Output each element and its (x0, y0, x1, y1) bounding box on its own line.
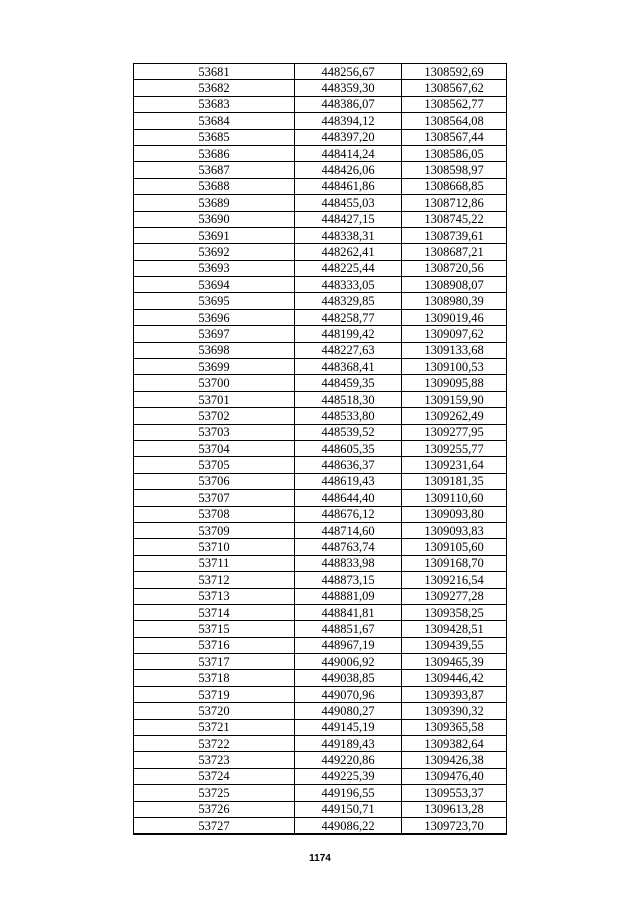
table-row (134, 375, 507, 391)
table-row (134, 64, 507, 80)
y-coordinate-cell: 1308562,77 (402, 96, 507, 112)
x-coordinate-cell: 448227,63 (295, 342, 402, 358)
x-coordinate-cell: 449196,55 (295, 785, 402, 801)
table-row (134, 424, 507, 440)
y-coordinate-cell: 1309358,25 (402, 604, 507, 620)
y-coordinate-cell: 1309093,80 (402, 506, 507, 522)
point-number-cell: 53704 (134, 440, 295, 456)
y-coordinate-cell: 1308745,22 (402, 211, 507, 227)
point-number-cell: 53686 (134, 145, 295, 161)
table-row (134, 162, 507, 178)
point-number-cell: 53690 (134, 211, 295, 227)
table-row (134, 473, 507, 489)
coordinate-table-body (134, 64, 507, 835)
x-coordinate-cell: 448359,30 (295, 80, 402, 96)
y-coordinate-cell: 1309097,62 (402, 326, 507, 342)
table-row (134, 96, 507, 112)
table-row (134, 440, 507, 456)
point-number-cell: 53705 (134, 457, 295, 473)
point-number-cell: 53707 (134, 490, 295, 506)
point-number-cell: 53700 (134, 375, 295, 391)
x-coordinate-cell: 449145,19 (295, 719, 402, 735)
x-coordinate-cell: 448833,98 (295, 555, 402, 571)
table-row (134, 768, 507, 784)
table-row (134, 80, 507, 96)
x-coordinate-cell: 448333,05 (295, 277, 402, 293)
table-row (134, 555, 507, 571)
y-coordinate-cell: 1309439,55 (402, 637, 507, 653)
table-row (134, 637, 507, 653)
table-row (134, 145, 507, 161)
x-coordinate-cell: 448262,41 (295, 244, 402, 260)
point-number-cell: 53697 (134, 326, 295, 342)
point-number-cell: 53698 (134, 342, 295, 358)
point-number-cell: 53695 (134, 293, 295, 309)
table-row (134, 785, 507, 801)
point-number-cell: 53721 (134, 719, 295, 735)
point-number-cell: 53725 (134, 785, 295, 801)
table-row (134, 703, 507, 719)
point-number-cell: 53727 (134, 817, 295, 834)
coordinate-table (133, 63, 507, 835)
point-number-cell: 53696 (134, 309, 295, 325)
table-row (134, 506, 507, 522)
y-coordinate-cell: 1308687,21 (402, 244, 507, 260)
x-coordinate-cell: 448873,15 (295, 572, 402, 588)
y-coordinate-cell: 1308598,97 (402, 162, 507, 178)
point-number-cell: 53713 (134, 588, 295, 604)
x-coordinate-cell: 449189,43 (295, 736, 402, 752)
x-coordinate-cell: 448967,19 (295, 637, 402, 653)
table-row (134, 522, 507, 538)
point-number-cell: 53719 (134, 686, 295, 702)
point-number-cell: 53722 (134, 736, 295, 752)
x-coordinate-cell: 449086,22 (295, 817, 402, 834)
y-coordinate-cell: 1309105,60 (402, 539, 507, 555)
point-number-cell: 53716 (134, 637, 295, 653)
table-row (134, 654, 507, 670)
point-number-cell: 53723 (134, 752, 295, 768)
point-number-cell: 53714 (134, 604, 295, 620)
x-coordinate-cell: 448881,09 (295, 588, 402, 604)
x-coordinate-cell: 448414,24 (295, 145, 402, 161)
x-coordinate-cell: 449225,39 (295, 768, 402, 784)
y-coordinate-cell: 1309133,68 (402, 342, 507, 358)
table-row (134, 309, 507, 325)
x-coordinate-cell: 448619,43 (295, 473, 402, 489)
y-coordinate-cell: 1309019,46 (402, 309, 507, 325)
table-row (134, 178, 507, 194)
point-number-cell: 53720 (134, 703, 295, 719)
point-number-cell: 53703 (134, 424, 295, 440)
point-number-cell: 53701 (134, 391, 295, 407)
y-coordinate-cell: 1309390,32 (402, 703, 507, 719)
x-coordinate-cell: 448427,15 (295, 211, 402, 227)
point-number-cell: 53726 (134, 801, 295, 817)
point-number-cell: 53683 (134, 96, 295, 112)
y-coordinate-cell: 1308586,05 (402, 145, 507, 161)
x-coordinate-cell: 448338,31 (295, 227, 402, 243)
x-coordinate-cell: 448256,67 (295, 64, 402, 80)
y-coordinate-cell: 1308720,56 (402, 260, 507, 276)
x-coordinate-cell: 448676,12 (295, 506, 402, 522)
table-row (134, 359, 507, 375)
table-row (134, 686, 507, 702)
x-coordinate-cell: 448225,44 (295, 260, 402, 276)
table-row (134, 408, 507, 424)
point-number-cell: 53702 (134, 408, 295, 424)
table-row (134, 391, 507, 407)
table-row (134, 801, 507, 817)
table-row (134, 817, 507, 834)
table-row (134, 293, 507, 309)
y-coordinate-cell: 1308712,86 (402, 195, 507, 211)
point-number-cell: 53684 (134, 113, 295, 129)
y-coordinate-cell: 1309168,70 (402, 555, 507, 571)
x-coordinate-cell: 448644,40 (295, 490, 402, 506)
y-coordinate-cell: 1308908,07 (402, 277, 507, 293)
y-coordinate-cell: 1308668,85 (402, 178, 507, 194)
x-coordinate-cell: 448394,12 (295, 113, 402, 129)
y-coordinate-cell: 1309216,54 (402, 572, 507, 588)
table-row (134, 129, 507, 145)
y-coordinate-cell: 1308564,08 (402, 113, 507, 129)
y-coordinate-cell: 1309426,38 (402, 752, 507, 768)
x-coordinate-cell: 448386,07 (295, 96, 402, 112)
table-row (134, 326, 507, 342)
point-number-cell: 53724 (134, 768, 295, 784)
y-coordinate-cell: 1308567,44 (402, 129, 507, 145)
table-row (134, 752, 507, 768)
x-coordinate-cell: 448397,20 (295, 129, 402, 145)
point-number-cell: 53682 (134, 80, 295, 96)
y-coordinate-cell: 1309262,49 (402, 408, 507, 424)
point-number-cell: 53691 (134, 227, 295, 243)
y-coordinate-cell: 1309159,90 (402, 391, 507, 407)
table-row (134, 244, 507, 260)
y-coordinate-cell: 1309476,40 (402, 768, 507, 784)
y-coordinate-cell: 1309255,77 (402, 440, 507, 456)
point-number-cell: 53688 (134, 178, 295, 194)
x-coordinate-cell: 448258,77 (295, 309, 402, 325)
x-coordinate-cell: 448329,85 (295, 293, 402, 309)
x-coordinate-cell: 449080,27 (295, 703, 402, 719)
x-coordinate-cell: 448533,80 (295, 408, 402, 424)
x-coordinate-cell: 448199,42 (295, 326, 402, 342)
point-number-cell: 53699 (134, 359, 295, 375)
x-coordinate-cell: 449220,86 (295, 752, 402, 768)
table-row (134, 490, 507, 506)
point-number-cell: 53710 (134, 539, 295, 555)
table-row (134, 342, 507, 358)
x-coordinate-cell: 448368,41 (295, 359, 402, 375)
y-coordinate-cell: 1309393,87 (402, 686, 507, 702)
x-coordinate-cell: 448763,74 (295, 539, 402, 555)
x-coordinate-cell: 448605,35 (295, 440, 402, 456)
x-coordinate-cell: 449070,96 (295, 686, 402, 702)
point-number-cell: 53681 (134, 64, 295, 80)
table-row (134, 211, 507, 227)
x-coordinate-cell: 448851,67 (295, 621, 402, 637)
x-coordinate-cell: 448461,86 (295, 178, 402, 194)
table-row (134, 277, 507, 293)
table-row (134, 572, 507, 588)
table-row (134, 227, 507, 243)
y-coordinate-cell: 1309277,95 (402, 424, 507, 440)
point-number-cell: 53694 (134, 277, 295, 293)
y-coordinate-cell: 1309723,70 (402, 817, 507, 834)
y-coordinate-cell: 1309100,53 (402, 359, 507, 375)
x-coordinate-cell: 448426,06 (295, 162, 402, 178)
y-coordinate-cell: 1309365,58 (402, 719, 507, 735)
y-coordinate-cell: 1309465,39 (402, 654, 507, 670)
table-row (134, 457, 507, 473)
point-number-cell: 53685 (134, 129, 295, 145)
y-coordinate-cell: 1309110,60 (402, 490, 507, 506)
x-coordinate-cell: 448636,37 (295, 457, 402, 473)
y-coordinate-cell: 1309446,42 (402, 670, 507, 686)
point-number-cell: 53718 (134, 670, 295, 686)
table-row (134, 719, 507, 735)
x-coordinate-cell: 449006,92 (295, 654, 402, 670)
x-coordinate-cell: 448459,35 (295, 375, 402, 391)
point-number-cell: 53689 (134, 195, 295, 211)
x-coordinate-cell: 448518,30 (295, 391, 402, 407)
x-coordinate-cell: 448714,60 (295, 522, 402, 538)
table-row (134, 604, 507, 620)
point-number-cell: 53692 (134, 244, 295, 260)
page-number: 1174 (309, 853, 331, 864)
y-coordinate-cell: 1309553,37 (402, 785, 507, 801)
table-row (134, 588, 507, 604)
x-coordinate-cell: 448455,03 (295, 195, 402, 211)
point-number-cell: 53693 (134, 260, 295, 276)
y-coordinate-cell: 1308739,61 (402, 227, 507, 243)
y-coordinate-cell: 1309093,83 (402, 522, 507, 538)
point-number-cell: 53711 (134, 555, 295, 571)
point-number-cell: 53712 (134, 572, 295, 588)
y-coordinate-cell: 1309095,88 (402, 375, 507, 391)
point-number-cell: 53706 (134, 473, 295, 489)
y-coordinate-cell: 1309231,64 (402, 457, 507, 473)
table-row (134, 670, 507, 686)
table-row (134, 736, 507, 752)
y-coordinate-cell: 1308980,39 (402, 293, 507, 309)
y-coordinate-cell: 1309613,28 (402, 801, 507, 817)
table-row (134, 621, 507, 637)
table-row (134, 195, 507, 211)
y-coordinate-cell: 1309428,51 (402, 621, 507, 637)
y-coordinate-cell: 1308592,69 (402, 64, 507, 80)
table-row (134, 113, 507, 129)
table-row (134, 539, 507, 555)
y-coordinate-cell: 1309277,28 (402, 588, 507, 604)
x-coordinate-cell: 448539,52 (295, 424, 402, 440)
point-number-cell: 53709 (134, 522, 295, 538)
y-coordinate-cell: 1309181,35 (402, 473, 507, 489)
x-coordinate-cell: 449150,71 (295, 801, 402, 817)
point-number-cell: 53715 (134, 621, 295, 637)
point-number-cell: 53717 (134, 654, 295, 670)
point-number-cell: 53687 (134, 162, 295, 178)
y-coordinate-cell: 1308567,62 (402, 80, 507, 96)
y-coordinate-cell: 1309382,64 (402, 736, 507, 752)
x-coordinate-cell: 449038,85 (295, 670, 402, 686)
table-row (134, 260, 507, 276)
point-number-cell: 53708 (134, 506, 295, 522)
x-coordinate-cell: 448841,81 (295, 604, 402, 620)
